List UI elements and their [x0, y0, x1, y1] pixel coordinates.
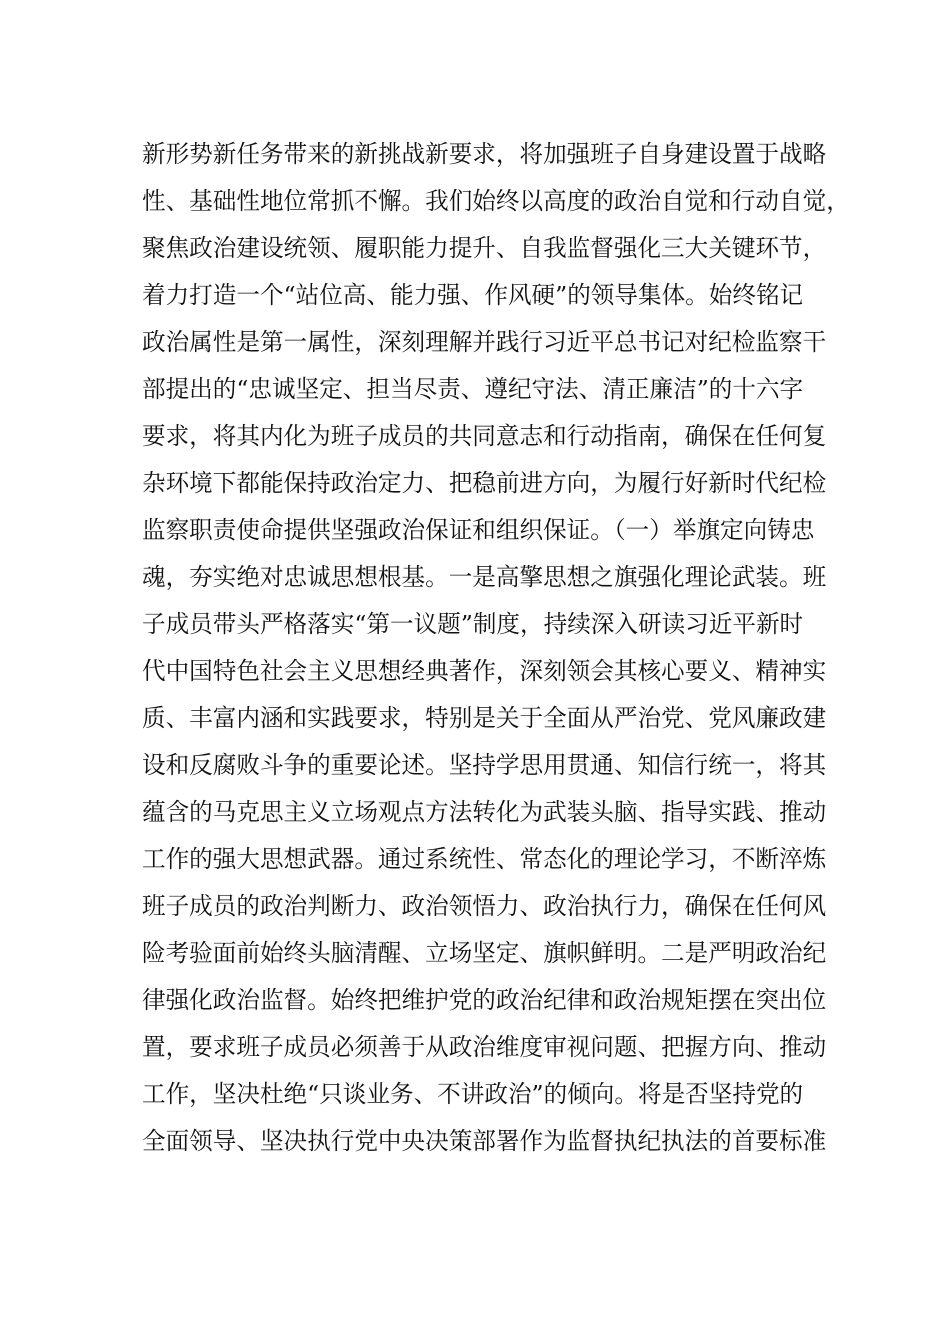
text-line-15: 蕴含的马克思主义立场观点方法转化为武装头脑、指导实践、推动 — [142, 798, 827, 826]
text-line-4: 着力打造一个“站位高、能力强、作风硬”的领导集体。始终铭记 — [142, 281, 804, 309]
text-line-21: 工作，坚决杜绝“只谈业务、不讲政治”的倾向。将是否坚持党的 — [142, 1080, 804, 1108]
text-line-14: 设和反腐败斗争的重要论述。坚持学思用贯通、知信行统一，将其 — [142, 751, 827, 779]
text-line-10: 魂，夯实绝对忠诚思想根基。一是高擎思想之旗强化理论武装。班 — [142, 563, 827, 591]
text-line-16: 工作的强大思想武器。通过系统性、常态化的理论学习，不断淬炼 — [142, 845, 827, 873]
text-line-18: 险考验面前始终头脑清醒、立场坚定、旗帜鲜明。二是严明政治纪 — [142, 939, 827, 967]
text-line-11: 子成员带头严格落实“第一议题”制度，持续深入研读习近平新时 — [142, 610, 804, 638]
body-text — [142, 131, 850, 1165]
text-line-8: 杂环境下都能保持政治定力、把稳前进方向，为履行好新时代纪检 — [142, 469, 827, 497]
text-line-6: 部提出的“忠诚坚定、担当尽责、遵纪守法、清正廉洁”的十六字 — [142, 375, 804, 403]
text-line-19: 律强化政治监督。始终把维护党的政治纪律和政治规矩摆在突出位 — [142, 986, 827, 1014]
text-line-3: 聚焦政治建设统领、履职能力提升、自我监督强化三大关键环节， — [142, 234, 827, 262]
text-line-2: 性、基础性地位常抓不懈。我们始终以高度的政治自觉和行动自觉， — [142, 187, 850, 215]
text-line-7: 要求，将其内化为班子成员的共同意志和行动指南，确保在任何复 — [142, 422, 827, 450]
text-line-1: 新形势新任务带来的新挑战新要求，将加强班子自身建设置于战略 — [142, 140, 827, 168]
text-line-20: 置，要求班子成员必须善于从政治维度审视问题、把握方向、推动 — [142, 1033, 827, 1061]
text-line-13: 质、丰富内涵和实践要求，特别是关于全面从严治党、党风廉政建 — [142, 704, 827, 732]
text-line-9: 监察职责使命提供坚强政治保证和组织保证。（一）举旗定向铸忠 — [142, 516, 815, 544]
text-line-17: 班子成员的政治判断力、政治领悟力、政治执行力，确保在任何风 — [142, 892, 827, 920]
text-line-12: 代中国特色社会主义思想经典著作，深刻领会其核心要义、精神实 — [142, 657, 827, 685]
text-line-22: 全面领导、坚决执行党中央决策部署作为监督执纪执法的首要标准 — [142, 1127, 827, 1155]
text-line-5: 政治属性是第一属性，深刻理解并践行习近平总书记对纪检监察干 — [142, 328, 827, 356]
